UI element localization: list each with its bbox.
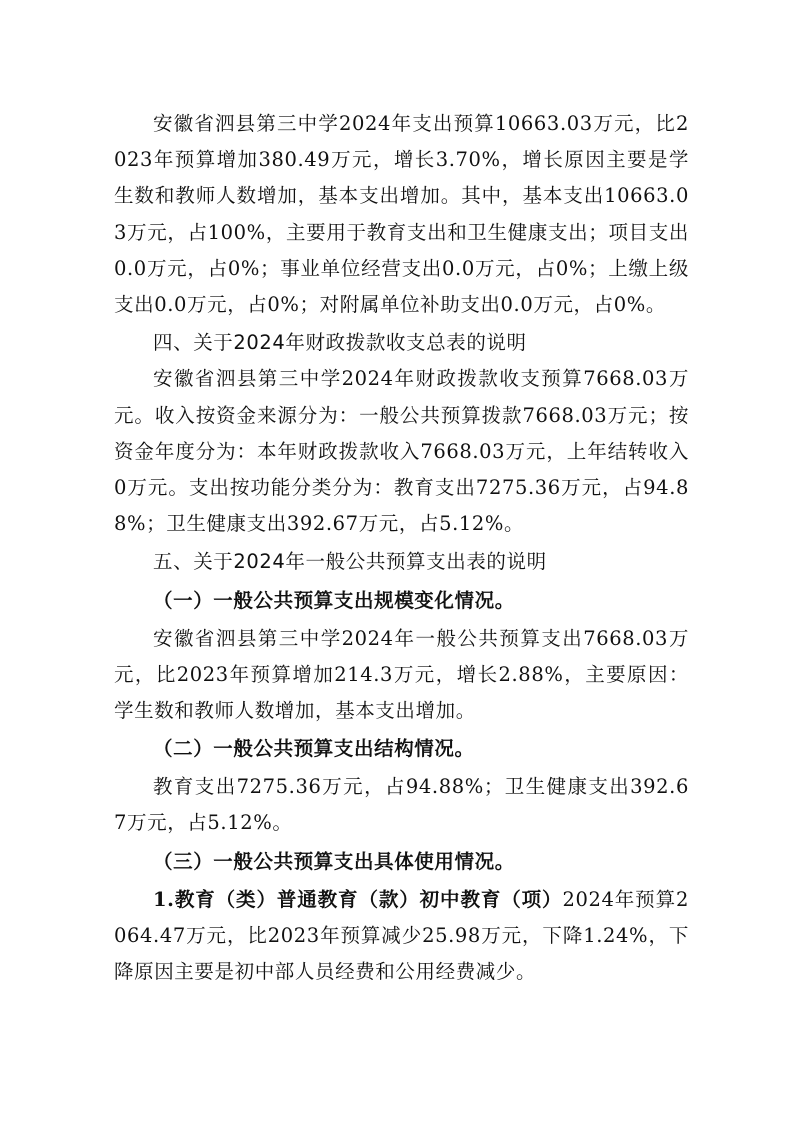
subheading-scale-change: （一）一般公共预算支出规模变化情况。 [153,588,515,612]
paragraph-structure: 教育支出7275.36万元，占94.88%；卫生健康支出392.67万元，占5.12%。 [114,775,689,835]
paragraph-expenditure-budget: 安徽省泗县第三中学2024年支出预算10663.03万元，比2023年预算增加380.49万元，增长3.70%，增长原因主要是学生数和教师人数增加，基本支出增加。其中，基本支出10663.03万元，占100%，主要用于教育支出和卫生健康支出；项目支出0.0万元，占0%；事业单位经营支出0.0万元，占0%；上缴上级支出0.0万元，占0%；对附属单位补助支出0.0万元，占0%。 [114,112,689,317]
section-heading-4: 四、关于2024年财政拨款收支总表的说明 [153,331,527,355]
paragraph-fiscal-appropriation: 安徽省泗县第三中学2024年财政拨款收支预算7668.03万元。收入按资金来源分为：一般公共预算拨款7668.03万元；按资金年度分为：本年财政拨款收入7668.03万元，上年结转收入0万元。支出按功能分类分为：教育支出7275.36万元，占94.88%；卫生健康支出392.67万元，占5.12%。 [114,367,689,536]
document-body [114,106,689,990]
paragraph-scale-change: 安徽省泗县第三中学2024年一般公共预算支出7668.03万元，比2023年预算增加214.3万元，增长2.88%，主要原因：学生数和教师人数增加，基本支出增加。 [114,626,689,723]
section-heading-5: 五、关于2024年一般公共预算支出表的说明 [153,550,547,574]
item-title: 1.教育（类）普通教育（款）初中教育（项） [153,887,563,911]
subheading-specific-use: （三）一般公共预算支出具体使用情况。 [153,849,515,873]
item-description: 2024年预算2064.47万元，比2023年预算减少25.98万元，下降1.24%，下降原因主要是初中部人员经费和公用经费减少。 [114,887,689,984]
subheading-structure: （二）一般公共预算支出结构情况。 [153,737,475,761]
paragraph-junior-high-education [114,882,689,991]
